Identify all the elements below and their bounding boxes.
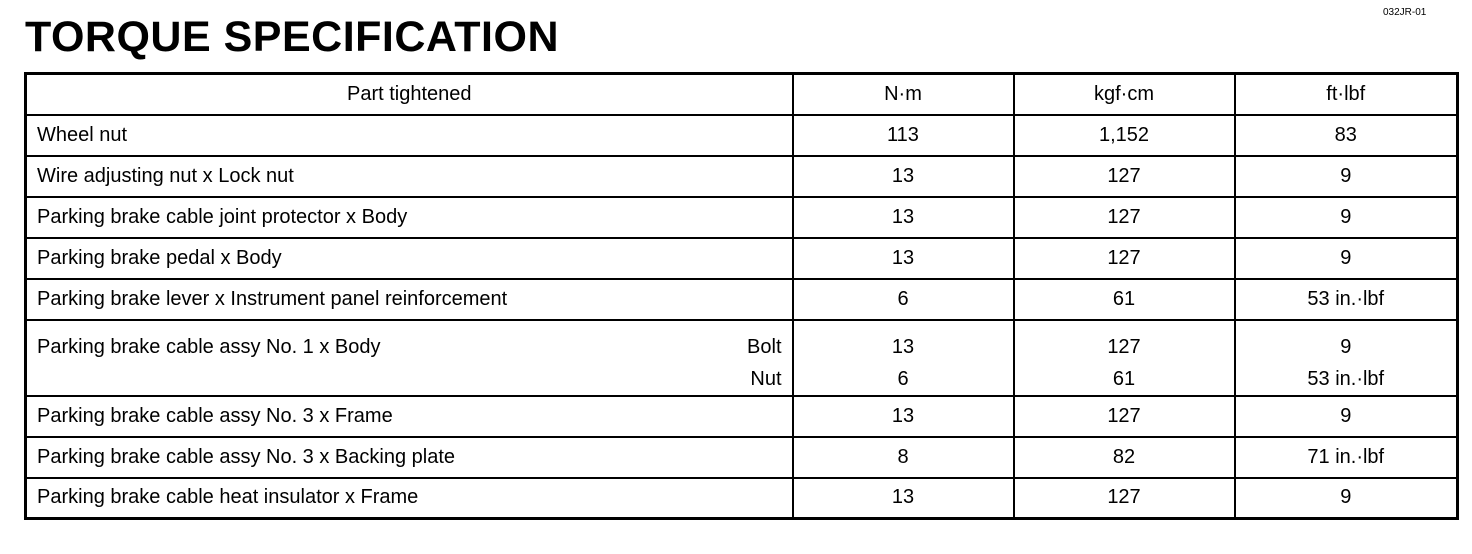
table-row xyxy=(26,238,1458,279)
kgf-cell: 127 xyxy=(1014,197,1235,238)
nut-kgf-value: 61 xyxy=(1112,367,1136,390)
ft-cell: 9 xyxy=(1235,197,1458,238)
table-header xyxy=(26,74,1458,115)
table-row xyxy=(26,396,1458,437)
table-row xyxy=(26,437,1458,478)
bolt-nm-value: 13 xyxy=(891,335,915,358)
table-row xyxy=(26,156,1458,197)
torque-spec-table xyxy=(24,72,1459,520)
fastener-nut-label: Nut xyxy=(750,367,782,390)
nm-cell: 13 xyxy=(793,197,1014,238)
kgf-cell: 127 xyxy=(1014,156,1235,197)
header-ft-lbf: ft·lbf xyxy=(1235,74,1458,115)
kgf-cell: 1,152 xyxy=(1014,115,1235,156)
nm-cell: 13 xyxy=(793,478,1014,519)
kgf-cell: 82 xyxy=(1014,437,1235,478)
ft-cell: 9 xyxy=(1235,478,1458,519)
part-cell: Parking brake lever x Instrument panel reinforcement xyxy=(26,279,793,320)
table-row-bolt-nut xyxy=(26,320,1458,396)
part-cell: Parking brake pedal x Body xyxy=(26,238,793,279)
ft-cell: 83 xyxy=(1235,115,1458,156)
table-row xyxy=(26,478,1458,519)
header-row xyxy=(26,74,1458,115)
nm-cell: 6 xyxy=(793,279,1014,320)
page-title: TORQUE SPECIFICATION xyxy=(25,13,559,61)
part-cell: Wheel nut xyxy=(26,115,793,156)
ft-cell: 53 in.·lbf xyxy=(1235,279,1458,320)
header-kgf-cm: kgf·cm xyxy=(1014,74,1235,115)
nm-cell: 13 xyxy=(793,156,1014,197)
part-cell xyxy=(26,320,793,396)
kgf-cell xyxy=(1014,320,1235,396)
ft-cell: 9 xyxy=(1235,156,1458,197)
part-cell: Parking brake cable assy No. 3 x Frame xyxy=(26,396,793,437)
nm-cell: 13 xyxy=(793,396,1014,437)
bolt-kgf-value: 127 xyxy=(1107,335,1141,358)
ft-cell: 71 in.·lbf xyxy=(1235,437,1458,478)
nut-nm-value: 6 xyxy=(897,367,909,390)
table-body xyxy=(26,115,1458,519)
kgf-cell: 61 xyxy=(1014,279,1235,320)
header-nm: N·m xyxy=(793,74,1014,115)
ft-cell: 9 xyxy=(1235,396,1458,437)
nm-cell: 13 xyxy=(793,238,1014,279)
part-cell: Parking brake cable joint protector x Body xyxy=(26,197,793,238)
document-id: 032JR-01 xyxy=(1383,7,1427,18)
table-row xyxy=(26,279,1458,320)
nut-ft-value: 53 in.·lbf xyxy=(1307,367,1385,390)
kgf-cell: 127 xyxy=(1014,478,1235,519)
table-row xyxy=(26,115,1458,156)
table-row xyxy=(26,197,1458,238)
part-name: Parking brake cable assy No. 1 x Body xyxy=(37,335,381,358)
fastener-bolt-label: Bolt xyxy=(747,335,782,358)
kgf-cell: 127 xyxy=(1014,396,1235,437)
fastener-list xyxy=(747,331,781,395)
nm-cell xyxy=(793,320,1014,396)
ft-cell xyxy=(1235,320,1458,396)
kgf-cell: 127 xyxy=(1014,238,1235,279)
bolt-ft-value: 9 xyxy=(1340,335,1352,358)
part-cell: Parking brake cable heat insulator x Frame xyxy=(26,478,793,519)
ft-cell: 9 xyxy=(1235,238,1458,279)
nm-cell: 8 xyxy=(793,437,1014,478)
part-cell: Parking brake cable assy No. 3 x Backing plate xyxy=(26,437,793,478)
part-cell: Wire adjusting nut x Lock nut xyxy=(26,156,793,197)
nm-cell: 113 xyxy=(793,115,1014,156)
header-part-tightened: Part tightened xyxy=(26,74,793,115)
